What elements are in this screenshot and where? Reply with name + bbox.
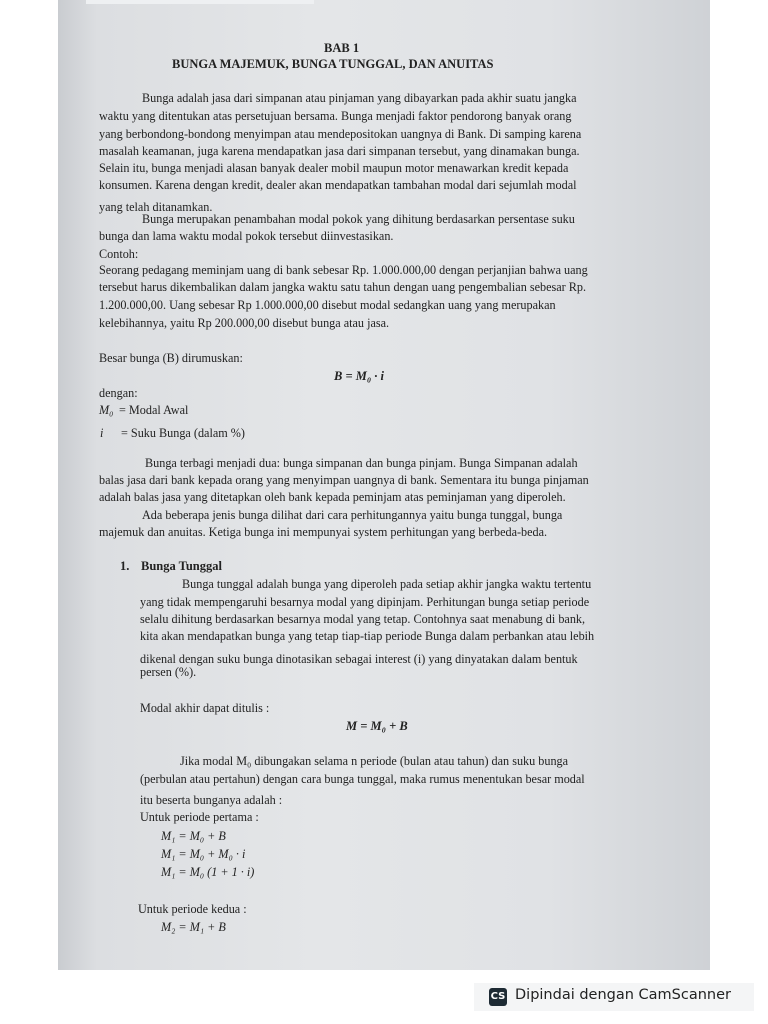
intro-line: yang telah ditanamkan.	[99, 200, 213, 214]
intro-line: Bunga adalah jasa dari simpanan atau pinjaman yang dibayarkan pada akhir suatu jangka	[142, 91, 577, 105]
camscanner-watermark-text: Dipindai dengan CamScanner	[515, 987, 732, 1003]
section-line: yang tidak mempengaruhi besarnya modal yang dipinjam. Perhitungan bunga setiap periode	[140, 595, 590, 609]
calc-line: Ada beberapa jenis bunga dilihat dari cara perhitungannya yaitu bunga tunggal, bunga	[142, 508, 563, 522]
period-2-formula: M₂ = M₁ + B	[161, 920, 226, 934]
definition-line: Bunga merupakan penambahan modal pokok yang dihitung berdasarkan persentase suku	[142, 212, 575, 226]
intro-line: yang berbondong-bondong menyimpan atau mendepositokan uangnya di Bank. Di samping karena	[99, 127, 582, 141]
variable-description: = Modal Awal	[119, 403, 189, 417]
jika-line: Jika modal M₀ dibungakan selama n periode (bulan atau tahun) dan suku bunga	[180, 754, 569, 768]
period-1-formula: M₁ = M₀ + M₀ · i	[161, 847, 246, 861]
example-line: tersebut harus dikembalikan dalam jangka waktu satu tahun dengan uang pengembalian sebesar Rp.	[99, 280, 587, 294]
intro-line: konsumen. Karena dengan kredit, dealer akan mendapatkan tambahan modal dari sejumlah modal	[99, 178, 577, 192]
period-2-label: Untuk periode kedua :	[138, 902, 247, 916]
chapter-label: BAB 1	[324, 41, 360, 55]
jika-line: itu beserta bunganya adalah :	[140, 793, 283, 807]
section-line: selalu dihitung berdasarkan besarnya modal yang tetap. Contohnya saat menabung di bank,	[140, 612, 586, 626]
variable-description: = Suku Bunga (dalam %)	[121, 426, 245, 440]
example-label: Contoh:	[99, 247, 139, 261]
intro-line: Selain itu, bunga menjadi alasan banyak dealer mobil maupun motor menawarkan kredit kepada	[99, 161, 569, 175]
modal-akhir-label: Modal akhir dapat ditulis :	[140, 701, 270, 715]
intro-line: waktu yang ditentukan atas persetujuan bersama. Bunga menjadi faktor pendorong banyak orang	[99, 109, 572, 123]
intro-line: masalah keamanan, juga karena mendapatkan jasa dari simpanan tersebut, yang dinamakan bunga.	[99, 144, 580, 158]
types-line: adalah balas jasa yang ditetapkan oleh bank kepada peminjam atas peminjaman yang diperoleh.	[99, 490, 566, 504]
section-line: Bunga tunggal adalah bunga yang diperoleh pada setiap akhir jangka waktu tertentu	[182, 577, 592, 591]
chapter-title: BUNGA MAJEMUK, BUNGA TUNGGAL, DAN ANUITAS	[172, 57, 494, 71]
example-line: kelebihannya, yaitu Rp 200.000,00 disebut bunga atau jasa.	[99, 316, 390, 330]
definition-line: bunga dan lama waktu modal pokok tersebut diinvestasikan.	[99, 229, 394, 243]
example-line: 1.200.000,00. Uang sebesar Rp 1.000.000,00 disebut modal sedangkan uang yang merupakan	[99, 298, 556, 312]
period-1-label: Untuk periode pertama :	[140, 810, 259, 824]
section-title: Bunga Tunggal	[141, 559, 222, 573]
formula-interest: B = M₀ · i	[334, 369, 385, 383]
types-line: Bunga terbagi menjadi dua: bunga simpanan dan bunga pinjam. Bunga Simpanan adalah	[145, 456, 578, 470]
variable-symbol: M₀	[99, 403, 114, 417]
page-edge	[86, 0, 314, 4]
camscanner-logo-icon: CS	[489, 988, 507, 1006]
section-line: persen (%).	[140, 665, 197, 679]
section-line: kita akan mendapatkan bunga yang tetap tiap-tiap periode Bunga dalam perbankan atau lebih	[140, 629, 595, 643]
example-line: Seorang pedagang meminjam uang di bank sebesar Rp. 1.000.000,00 dengan perjanjian bahwa uang	[99, 263, 588, 277]
dengan-label: dengan:	[99, 386, 138, 400]
section-number: 1.	[120, 559, 130, 573]
formula-intro: Besar bunga (B) dirumuskan:	[99, 351, 243, 365]
period-1-formula: M₁ = M₀ + B	[161, 829, 226, 843]
period-1-formula: M₁ = M₀ (1 + 1 · i)	[161, 865, 255, 879]
types-line: balas jasa dari bank kepada orang yang menyimpan uangnya di bank. Sementara itu bunga pinjaman	[99, 473, 589, 487]
calc-line: majemuk dan anuitas. Ketiga bunga ini mempunyai system perhitungan yang berbeda-beda.	[99, 525, 548, 539]
jika-line: (perbulan atau pertahun) dengan cara bunga tunggal, maka rumus menentukan besar modal	[140, 772, 585, 786]
section-line: dikenal dengan suku bunga dinotasikan sebagai interest (i) yang dinyatakan dalam bentuk	[140, 652, 578, 666]
formula-final-capital: M = M₀ + B	[346, 719, 408, 733]
variable-symbol: i	[100, 426, 104, 440]
